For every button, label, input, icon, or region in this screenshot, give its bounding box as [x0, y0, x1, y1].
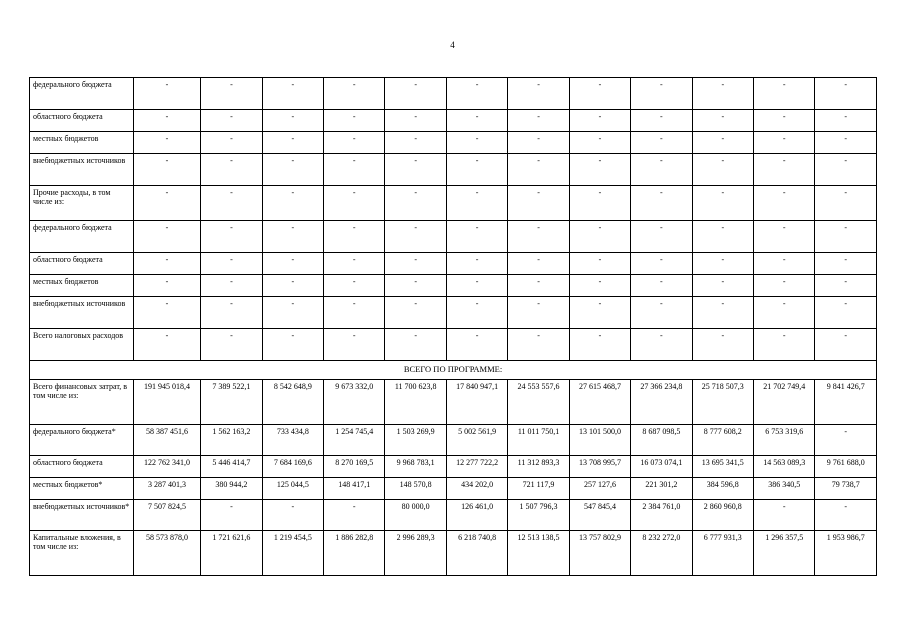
table-cell: 1 721 621,6 [201, 531, 262, 576]
table-cell: - [631, 132, 692, 154]
table-cell: - [692, 132, 753, 154]
table-row [30, 500, 877, 531]
table-cell: - [201, 275, 262, 297]
table-cell: 1 503 269,9 [385, 425, 446, 456]
table-cell: - [446, 221, 507, 253]
table-cell: - [569, 132, 630, 154]
table-cell: 21 702 749,4 [754, 380, 815, 425]
table-cell: - [754, 78, 815, 110]
table-cell: - [201, 110, 262, 132]
table-cell: - [815, 253, 877, 275]
table-cell: 6 777 931,3 [692, 531, 753, 576]
table-cell: - [815, 78, 877, 110]
table-cell: 14 563 089,3 [754, 456, 815, 478]
table-row [30, 425, 877, 456]
table-cell: 3 287 401,3 [133, 478, 200, 500]
table-cell: - [815, 110, 877, 132]
table-cell: - [262, 154, 323, 186]
table-cell: 13 757 802,9 [569, 531, 630, 576]
table-cell: - [508, 297, 569, 329]
row-label: федерального бюджета [30, 78, 134, 110]
table-cell: - [324, 500, 385, 531]
table-cell: - [508, 275, 569, 297]
table-cell: 257 127,6 [569, 478, 630, 500]
bottom-rows [30, 380, 877, 576]
table-cell: - [201, 221, 262, 253]
table-cell: - [324, 186, 385, 221]
table-cell: - [631, 110, 692, 132]
table-cell: - [692, 297, 753, 329]
table-row [30, 78, 877, 110]
table-cell: 80 000,0 [385, 500, 446, 531]
table-cell: - [692, 221, 753, 253]
table-row [30, 154, 877, 186]
row-label: Всего налоговых расходов [30, 329, 134, 361]
table-cell: 8 232 272,0 [631, 531, 692, 576]
table-cell: - [385, 275, 446, 297]
table-cell: 16 073 074,1 [631, 456, 692, 478]
table-cell: 1 886 282,8 [324, 531, 385, 576]
table-cell: 191 945 018,4 [133, 380, 200, 425]
table-cell: 126 461,0 [446, 500, 507, 531]
table-cell: 9 761 688,0 [815, 456, 877, 478]
table-cell: 2 996 289,3 [385, 531, 446, 576]
row-label: Всего финансовых затрат, в том числе из: [30, 380, 134, 425]
table-cell: 27 366 234,8 [631, 380, 692, 425]
table-cell: 58 387 451,6 [133, 425, 200, 456]
table-cell: 6 753 319,6 [754, 425, 815, 456]
table-cell: - [631, 78, 692, 110]
table-cell: - [262, 186, 323, 221]
table-cell: 8 777 608,2 [692, 425, 753, 456]
table-cell: - [324, 221, 385, 253]
table-cell: 384 596,8 [692, 478, 753, 500]
table-cell: - [508, 132, 569, 154]
table-cell: 58 573 878,0 [133, 531, 200, 576]
table-row [30, 275, 877, 297]
table-cell: - [201, 253, 262, 275]
table-cell: - [446, 297, 507, 329]
table-cell: 8 270 169,5 [324, 456, 385, 478]
table-cell: - [385, 78, 446, 110]
table-cell: - [385, 221, 446, 253]
table-cell: - [815, 329, 877, 361]
table-cell: 11 312 893,3 [508, 456, 569, 478]
table-cell: 13 695 341,5 [692, 456, 753, 478]
table-cell: - [569, 78, 630, 110]
table-cell: - [385, 110, 446, 132]
table-cell: - [692, 186, 753, 221]
table-cell: 6 218 740,8 [446, 531, 507, 576]
table-cell: 221 301,2 [631, 478, 692, 500]
table-cell: - [385, 154, 446, 186]
table-cell: - [692, 275, 753, 297]
table-row [30, 531, 877, 576]
table-cell: - [692, 329, 753, 361]
table-cell: 9 673 332,0 [324, 380, 385, 425]
table-cell: 27 615 468,7 [569, 380, 630, 425]
table-cell: 12 513 138,5 [508, 531, 569, 576]
table-cell: - [631, 186, 692, 221]
section-row [30, 361, 877, 380]
table-cell: - [446, 329, 507, 361]
table-cell: - [201, 329, 262, 361]
table-cell: - [446, 253, 507, 275]
table-cell: - [508, 329, 569, 361]
table-cell: - [262, 275, 323, 297]
table-cell: - [324, 78, 385, 110]
table-cell: 25 718 507,3 [692, 380, 753, 425]
table-cell: - [133, 275, 200, 297]
row-label: местных бюджетов* [30, 478, 134, 500]
table-cell: - [262, 110, 323, 132]
table-cell: - [508, 186, 569, 221]
table-cell: - [262, 221, 323, 253]
table-row [30, 478, 877, 500]
row-label: областного бюджета [30, 110, 134, 132]
table-cell: 24 553 557,6 [508, 380, 569, 425]
table-cell: 125 044,5 [262, 478, 323, 500]
table-row [30, 456, 877, 478]
table-cell: - [754, 110, 815, 132]
table-cell: 1 296 357,5 [754, 531, 815, 576]
table-cell: 7 684 169,6 [262, 456, 323, 478]
table-cell: 547 845,4 [569, 500, 630, 531]
table-cell: 9 841 426,7 [815, 380, 877, 425]
table-cell: 17 840 947,1 [446, 380, 507, 425]
table-cell: - [815, 275, 877, 297]
table-cell: - [569, 154, 630, 186]
page-number: 4 [450, 40, 455, 50]
table-cell: - [385, 329, 446, 361]
table-cell: 1 953 986,7 [815, 531, 877, 576]
table-row [30, 329, 877, 361]
table-cell: - [446, 110, 507, 132]
table-cell: 8 687 098,5 [631, 425, 692, 456]
table-cell: - [754, 275, 815, 297]
table-cell: - [133, 132, 200, 154]
table-cell: - [201, 154, 262, 186]
table-cell: - [508, 110, 569, 132]
table-cell: - [201, 78, 262, 110]
table-cell: - [262, 297, 323, 329]
table-cell: - [324, 132, 385, 154]
table-cell: 9 968 783,1 [385, 456, 446, 478]
table-cell: - [133, 297, 200, 329]
table-cell: - [262, 500, 323, 531]
table-cell: 13 101 500,0 [569, 425, 630, 456]
section-title: ВСЕГО ПО ПРОГРАММЕ: [30, 361, 877, 380]
section-row-group [30, 361, 877, 380]
table-cell: - [133, 78, 200, 110]
table-cell: - [324, 154, 385, 186]
table-cell: - [446, 186, 507, 221]
table-cell: - [446, 275, 507, 297]
budget-table [29, 77, 877, 576]
table-cell: - [201, 186, 262, 221]
table-cell: - [201, 132, 262, 154]
table-cell: - [508, 221, 569, 253]
table-row [30, 380, 877, 425]
table-cell: - [569, 110, 630, 132]
table-cell: - [692, 110, 753, 132]
table-cell: 122 762 341,0 [133, 456, 200, 478]
table-cell: - [631, 253, 692, 275]
table-cell: - [631, 154, 692, 186]
table-cell: - [133, 154, 200, 186]
table-cell: - [692, 78, 753, 110]
table-row [30, 253, 877, 275]
table-row [30, 297, 877, 329]
table-cell: - [324, 275, 385, 297]
table-cell: - [446, 132, 507, 154]
table-cell: 148 570,8 [385, 478, 446, 500]
table-cell: 13 708 995,7 [569, 456, 630, 478]
table-cell: - [385, 297, 446, 329]
table-cell: - [262, 329, 323, 361]
row-label: местных бюджетов [30, 132, 134, 154]
table-cell: 7 389 522,1 [201, 380, 262, 425]
table-cell: - [815, 500, 877, 531]
table-cell: - [815, 221, 877, 253]
table-cell: - [133, 110, 200, 132]
row-label: областного бюджета [30, 253, 134, 275]
table-cell: - [133, 221, 200, 253]
table-cell: - [815, 154, 877, 186]
table-cell: 733 434,8 [262, 425, 323, 456]
table-cell: - [133, 253, 200, 275]
table-cell: 1 507 796,3 [508, 500, 569, 531]
table-cell: - [262, 78, 323, 110]
table-cell: - [754, 154, 815, 186]
row-label: местных бюджетов [30, 275, 134, 297]
table-cell: 721 117,9 [508, 478, 569, 500]
table-cell: - [631, 329, 692, 361]
table-cell: 148 417,1 [324, 478, 385, 500]
table-cell: - [754, 186, 815, 221]
table-cell: - [754, 500, 815, 531]
table-cell: 1 254 745,4 [324, 425, 385, 456]
table-cell: 2 384 761,0 [631, 500, 692, 531]
table-cell: 79 738,7 [815, 478, 877, 500]
table-cell: - [133, 186, 200, 221]
row-label: внебюджетных источников [30, 154, 134, 186]
table-cell: 380 944,2 [201, 478, 262, 500]
table-cell: 11 011 750,1 [508, 425, 569, 456]
table-cell: - [508, 253, 569, 275]
table-cell: 8 542 648,9 [262, 380, 323, 425]
table-cell: - [631, 297, 692, 329]
table-cell: - [133, 329, 200, 361]
row-label: федерального бюджета* [30, 425, 134, 456]
row-label: внебюджетных источников [30, 297, 134, 329]
table-cell: - [262, 132, 323, 154]
table-cell: 434 202,0 [446, 478, 507, 500]
table-cell: - [324, 253, 385, 275]
table-cell: - [692, 154, 753, 186]
row-label: федерального бюджета [30, 221, 134, 253]
table-cell: - [324, 297, 385, 329]
table-row [30, 186, 877, 221]
table-cell: - [508, 78, 569, 110]
table-row [30, 221, 877, 253]
table-cell: - [324, 329, 385, 361]
table-cell: 386 340,5 [754, 478, 815, 500]
table-cell: - [754, 221, 815, 253]
table-cell: - [815, 132, 877, 154]
table-cell: 12 277 722,2 [446, 456, 507, 478]
table-row [30, 110, 877, 132]
table-cell: - [631, 275, 692, 297]
table-cell: - [324, 110, 385, 132]
row-label: областного бюджета [30, 456, 134, 478]
table-cell: - [754, 297, 815, 329]
table-cell: - [815, 425, 877, 456]
table-cell: 1 219 454,5 [262, 531, 323, 576]
table-cell: - [569, 186, 630, 221]
table-cell: - [385, 132, 446, 154]
table-cell: - [569, 275, 630, 297]
table-cell: - [569, 297, 630, 329]
row-label: Прочие расходы, в том числе из: [30, 186, 134, 221]
table-cell: - [754, 329, 815, 361]
table-cell: - [754, 253, 815, 275]
table-cell: - [446, 78, 507, 110]
table-cell: - [815, 186, 877, 221]
top-rows [30, 78, 877, 361]
table-cell: - [569, 329, 630, 361]
table-cell: - [815, 297, 877, 329]
table-cell: 5 446 414,7 [201, 456, 262, 478]
row-label: Капитальные вложения, в том числе из: [30, 531, 134, 576]
row-label: внебюджетных источников* [30, 500, 134, 531]
table-cell: - [754, 132, 815, 154]
table-cell: - [201, 500, 262, 531]
table-cell: - [631, 221, 692, 253]
table-cell: - [201, 297, 262, 329]
table-cell: 5 002 561,9 [446, 425, 507, 456]
table-cell: 2 860 960,8 [692, 500, 753, 531]
table-cell: - [508, 154, 569, 186]
table-cell: - [446, 154, 507, 186]
table-cell: - [569, 221, 630, 253]
table-cell: 1 562 163,2 [201, 425, 262, 456]
table-cell: 11 700 623,8 [385, 380, 446, 425]
table-cell: - [385, 186, 446, 221]
table-cell: - [692, 253, 753, 275]
table-cell: - [569, 253, 630, 275]
table-cell: 7 507 824,5 [133, 500, 200, 531]
table-cell: - [385, 253, 446, 275]
table-cell: - [262, 253, 323, 275]
table-row [30, 132, 877, 154]
